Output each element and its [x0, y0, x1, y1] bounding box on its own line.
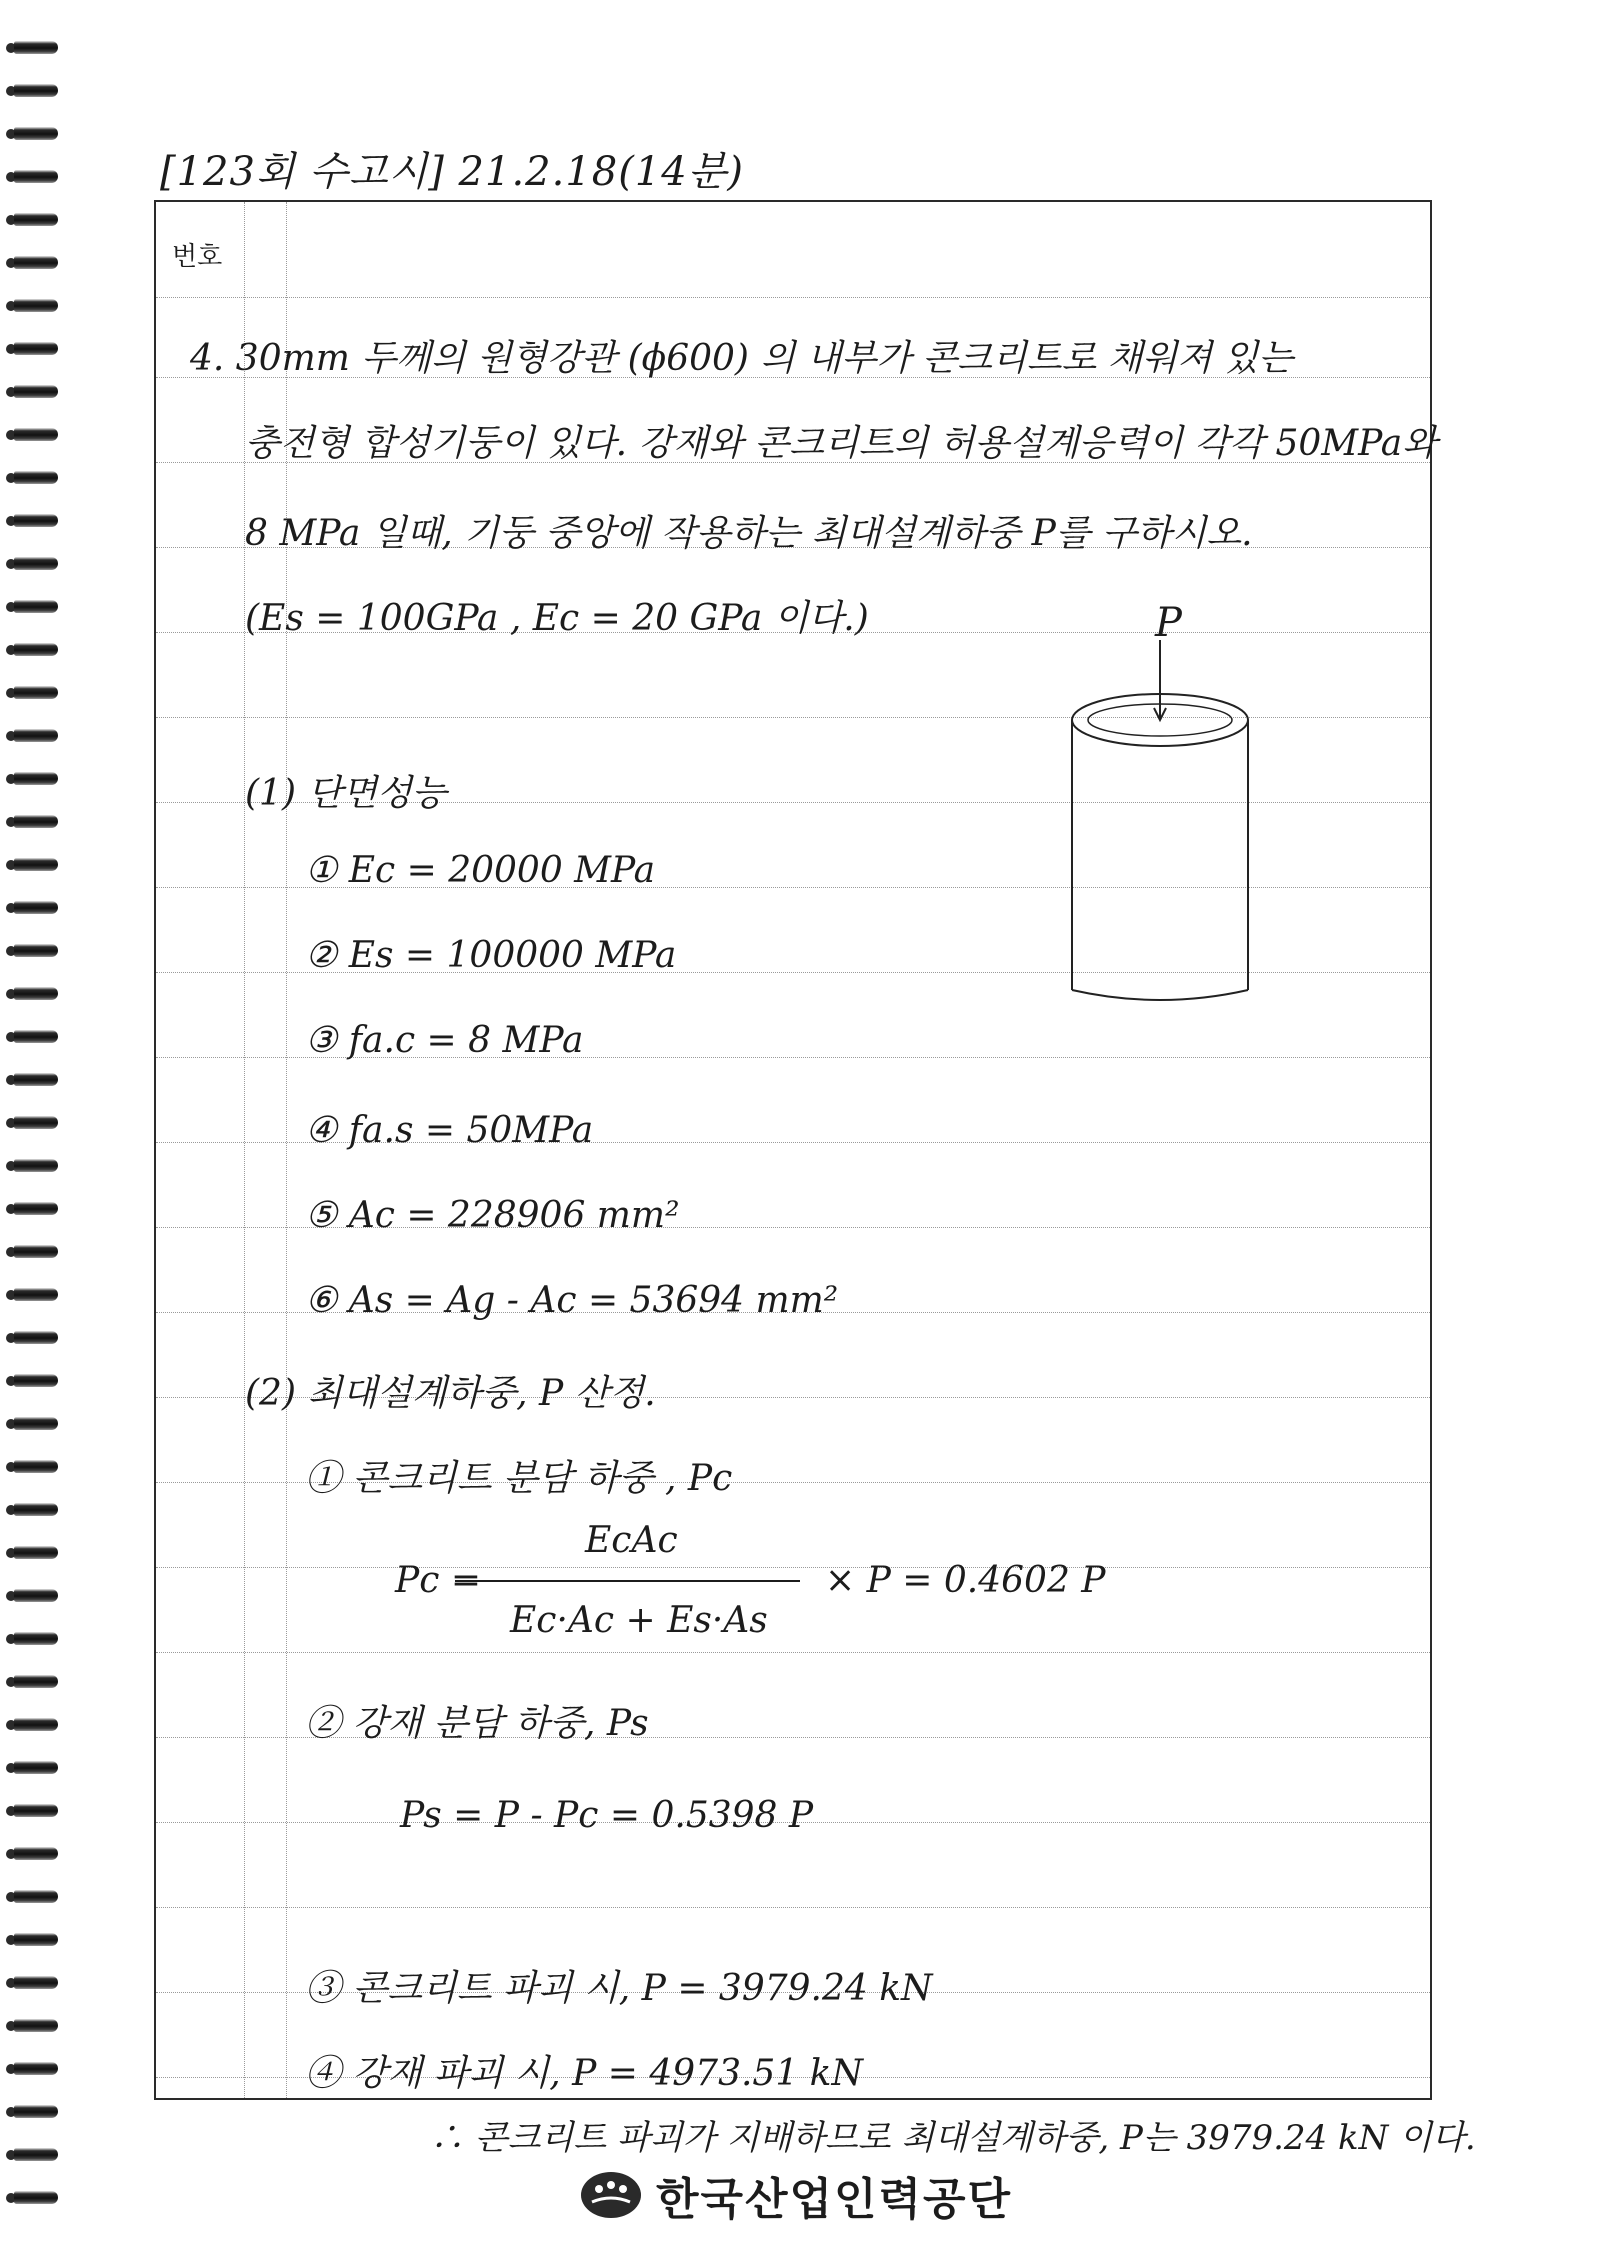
binding-ring [6, 728, 58, 744]
binding-ring [6, 2061, 58, 2077]
binding-ring [6, 1631, 58, 1647]
binding-ring [6, 1674, 58, 1690]
binding-ring [6, 427, 58, 443]
brand-name: 한국산업인력공단 [656, 2174, 1013, 2225]
pc-numerator: EcAc [585, 1520, 678, 1561]
binding-ring [6, 1502, 58, 1518]
binding-ring [6, 1803, 58, 1819]
binding-ring [6, 986, 58, 1002]
pc-denominator: Ec·Ac + Es·As [510, 1600, 768, 1641]
binding-ring [6, 384, 58, 400]
binding-ring [6, 1975, 58, 1991]
binding-ring [6, 1717, 58, 1733]
load-label: P [1155, 600, 1182, 646]
binding-ring [6, 212, 58, 228]
problem-line: 충전형 합성기둥이 있다. 강재와 콘크리트의 허용설계응력이 각각 50MPa와 [245, 423, 1438, 464]
section2-title: (2) 최대설계하중, P 산정. [245, 1373, 656, 1414]
binding-ring [6, 2147, 58, 2163]
ps-equation: Ps = P - Pc = 0.5398 P [400, 1795, 814, 1836]
property-item: ① Ec = 20000 MPa [305, 850, 656, 891]
pc-rhs: × P = 0.4602 P [825, 1560, 1106, 1601]
binding-ring [6, 1932, 58, 1948]
binding-ring [6, 1029, 58, 1045]
steel-load-heading: ② 강재 분담 하중, Ps [305, 1703, 649, 1744]
section1-title: (1) 단면성능 [245, 773, 447, 814]
binding-ring [6, 1760, 58, 1776]
binding-ring [6, 298, 58, 314]
binding-ring [6, 2190, 58, 2206]
binding-ring [6, 771, 58, 787]
spiral-binding [0, 40, 64, 2240]
binding-ring [6, 2104, 58, 2120]
binding-ring [6, 1889, 58, 1905]
property-item: ④ fa.s = 50MPa [305, 1110, 594, 1151]
binding-ring [6, 685, 58, 701]
binding-ring [6, 169, 58, 185]
column-sketch [1050, 600, 1270, 1020]
binding-ring [6, 599, 58, 615]
hrdkorea-logo-icon [580, 2170, 642, 2220]
pc-equation [395, 1520, 1155, 1650]
concrete-load-heading: ① 콘크리트 분담 하중 , Pc [305, 1458, 733, 1499]
binding-ring [6, 470, 58, 486]
binding-ring [6, 556, 58, 572]
brand-footer [580, 2160, 1012, 2230]
margin-line [286, 202, 287, 2098]
binding-ring [6, 642, 58, 658]
pc-lhs: Pc = [395, 1560, 481, 1601]
problem-line: 8 MPa 일때, 기둥 중앙에 작용하는 최대설계하중 P를 구하시오. [245, 513, 1253, 554]
binding-ring [6, 126, 58, 142]
binding-ring [6, 1846, 58, 1862]
binding-ring [6, 83, 58, 99]
steel-failure-load: ④ 강재 파괴 시, P = 4973.51 kN [305, 2053, 863, 2094]
binding-ring [6, 1588, 58, 1604]
conclusion: ∴ 콘크리트 파괴가 지배하므로 최대설계하중, P는 3979.24 kN 이다. [430, 2118, 1476, 2158]
fraction-bar [455, 1580, 800, 1582]
binding-ring [6, 341, 58, 357]
property-item: ③ fa.c = 8 MPa [305, 1020, 584, 1061]
binding-ring [6, 1115, 58, 1131]
binding-ring [6, 1459, 58, 1475]
problem-line: 4. 30mm 두께의 원형강관 (ϕ600) 의 내부가 콘크리트로 채워져 있는 [190, 338, 1294, 379]
number-label: 번호 [172, 242, 223, 272]
binding-ring [6, 1330, 58, 1346]
binding-ring [6, 1244, 58, 1260]
binding-ring [6, 255, 58, 271]
ruled-line [156, 297, 1430, 298]
binding-ring [6, 1373, 58, 1389]
binding-ring [6, 1545, 58, 1561]
binding-ring [6, 40, 58, 56]
binding-ring [6, 814, 58, 830]
binding-ring [6, 900, 58, 916]
property-item: ⑥ As = Ag - Ac = 53694 mm² [305, 1280, 839, 1321]
margin-line [244, 202, 245, 2098]
binding-ring [6, 1072, 58, 1088]
exam-header: [123회 수고시] 21.2.18(14분) [160, 149, 744, 195]
concrete-failure-load: ③ 콘크리트 파괴 시, P = 3979.24 kN [305, 1968, 933, 2009]
property-item: ⑤ Ac = 228906 mm² [305, 1195, 680, 1236]
property-item: ② Es = 100000 MPa [305, 935, 677, 976]
binding-ring [6, 1158, 58, 1174]
problem-line: (Es = 100GPa , Ec = 20 GPa 이다.) [245, 598, 869, 639]
binding-ring [6, 857, 58, 873]
binding-ring [6, 2018, 58, 2034]
binding-ring [6, 943, 58, 959]
binding-ring [6, 1416, 58, 1432]
binding-ring [6, 1287, 58, 1303]
ruled-line [156, 1652, 1430, 1653]
ruled-line [156, 1907, 1430, 1908]
binding-ring [6, 513, 58, 529]
binding-ring [6, 1201, 58, 1217]
